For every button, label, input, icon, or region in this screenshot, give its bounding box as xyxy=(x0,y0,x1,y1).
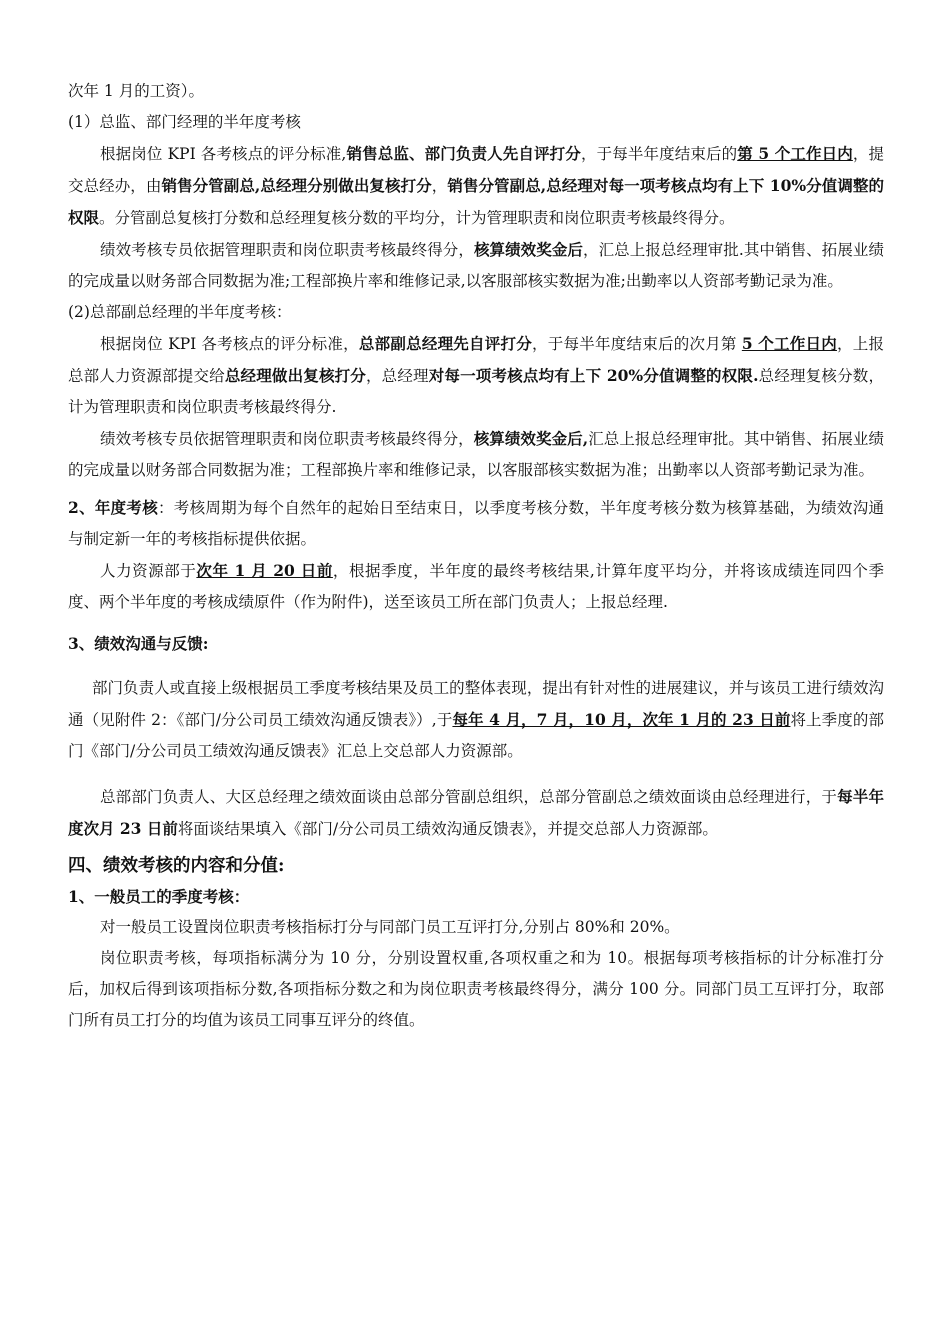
section-heading-general-staff: 1、一般员工的季度考核： xyxy=(68,887,250,906)
paragraph-director-bonus: 绩效考核专员依据管理职责和岗位职责考核最终得分，核算绩效奖金后，汇总上报总经理审批.其中销售、拓展业绩的完成量以财务部合同数据为准;工程部换片率和维修记录,以客服部核实数据为准;出勤率以人资部考勤记录为准。 xyxy=(68,240,884,290)
paragraph-salary-note: 次年 1 月的工资）。 xyxy=(68,82,204,100)
chapter-heading-content-scores: 四、绩效考核的内容和分值: xyxy=(68,856,285,876)
subheading-director-half-year: (1）总监、部门经理的半年度考核 xyxy=(68,113,301,131)
paragraph-director-scoring: 根据岗位 KPI 各考核点的评分标准,销售总监、部门负责人先自评打分，于每半年度结束后的第 5 个工作日内，提交总经办，由销售分管副总,总经理分别做出复核打分，销售分管副总,总经理对每一项考核点均有上下 10%分值调整的权限。分管副总复核打分数和总经理复核分数的平均分，计为管理职责和岗位职责考核最终得分。 xyxy=(68,144,884,227)
paragraph-vp-scoring: 根据岗位 KPI 各考核点的评分标准，总部副总经理先自评打分，于每半年度结束后的次月第 5 个工作日内，上报总部人力资源部提交给总经理做出复核打分，总经理对每一项考核点均有上下 20%分值调整的权限.总经理复核分数，计为管理职责和岗位职责考核最终得分. xyxy=(68,334,884,416)
paragraph-communication-quarterly: 部门负责人或直接上级根据员工季度考核结果及员工的整体表现，提出有针对性的进展建议，并与该员工进行绩效沟通（见附件 2：《部门/分公司员工绩效沟通反馈表》）,于每年 4 月，7 月，10 月，次年 1 月的 23 日前将上季度的部门《部门/分公司员工绩效沟通反馈表》汇总上交总部人力资源部。 xyxy=(68,679,884,760)
paragraph-annual-review: 2、年度考核：考核周期为每个自然年的起始日至结束日，以季度考核分数，半年度考核分数为核算基础，为绩效沟通与制定新一年的考核指标提供依据。 xyxy=(68,498,884,548)
paragraph-communication-managers: 总部部门负责人、大区总经理之绩效面谈由总部分管副总组织，总部分管副总之绩效面谈由总经理进行，于每半年度次月 23 日前将面谈结果填入《部门/分公司员工绩效沟通反馈表》，并提交总部人力资源部。 xyxy=(68,787,884,838)
subheading-vp-half-year: (2)总部副总经理的半年度考核： xyxy=(68,303,292,321)
paragraph-general-scoring: 岗位职责考核，每项指标满分为 10 分，分别设置权重,各项权重之和为 10。根据每项考核指标的计分标准打分后，加权后得到该项指标分数,各项指标分数之和为岗位职责考核最终得分，满分 100 分。同部门员工互评打分，取部门所有员工打分的均值为该员工同事互评分的终值。 xyxy=(68,949,884,1029)
section-heading-communication: 3、绩效沟通与反馈: xyxy=(68,634,209,653)
paragraph-hr-annual: 人力资源部于次年 1 月 20 日前，根据季度，半年度的最终考核结果,计算年度平均分，并将该成绩连同四个季度、两个半年度的考核成绩原件（作为附件)，送至该员工所在部门负责人；上报总经理. xyxy=(68,561,884,611)
paragraph-vp-bonus: 绩效考核专员依据管理职责和岗位职责考核最终得分，核算绩效奖金后,汇总上报总经理审批。其中销售、拓展业绩的完成量以财务部合同数据为准；工程部换片率和维修记录，以客服部核实数据为准；出勤率以人资部考勤记录为准。 xyxy=(68,429,884,479)
document-page xyxy=(68,76,884,1036)
paragraph-general-weights: 对一般员工设置岗位职责考核指标打分与同部门员工互评打分,分别占 80%和 20%。 xyxy=(100,918,680,936)
